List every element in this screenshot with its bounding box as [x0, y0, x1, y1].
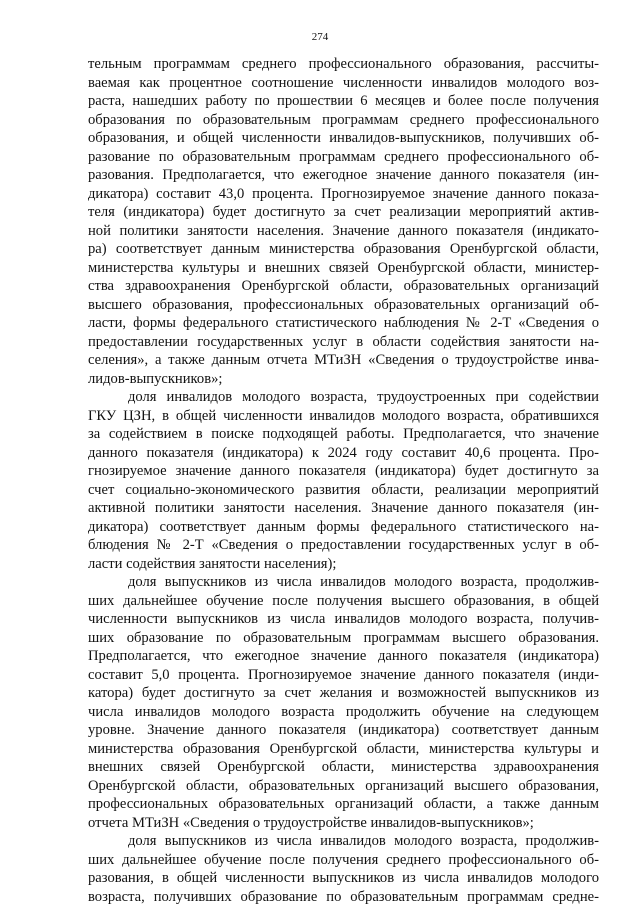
- text-line: разования. Предполагается, что ежегодное значение данного показателя (ин-: [88, 166, 599, 185]
- text-line: разования, в общей численности выпускников из числа инвалидов молодого: [88, 869, 599, 888]
- text-line: за содействием в поиске подходящей работы. Предполагается, что значение: [88, 425, 599, 444]
- text-line: высшего образования, профессиональных образовательных организаций об-: [88, 296, 599, 315]
- text-line: данного показателя (индикатора) к 2024 году составит 40,6 процента. Про-: [88, 444, 599, 463]
- text-line: внешних связей Оренбургской области, министерства здравоохранения: [88, 758, 599, 777]
- text-line: ра) соответствует данным министерства образования Оренбургской области,: [88, 240, 599, 259]
- text-line: численности выпускников из числа инвалидов молодого возраста, получив-: [88, 610, 599, 629]
- text-line: ших образование по образовательным программам высшего образования.: [88, 629, 599, 648]
- text-line: доля инвалидов молодого возраста, трудоустроенных при содействии: [88, 388, 599, 407]
- text-line: ших дальнейшее обучение после получения высшего образования, в общей: [88, 592, 599, 611]
- text-line: блюдения № 2-Т «Сведения о предоставлении государственных услуг в об-: [88, 536, 599, 555]
- text-line: раста, нашедших работу по прошествии 6 месяцев и более после получения: [88, 92, 599, 111]
- text-line: доля выпускников из числа инвалидов молодого возраста, продолжив-: [88, 832, 599, 851]
- text-line: Предполагается, что ежегодное значение данного показателя (индикатора): [88, 647, 599, 666]
- text-line: катора) будет достигнуто за счет желания и возможностей выпускников из: [88, 684, 599, 703]
- text-line: лидов-выпускников»;: [88, 370, 599, 389]
- text-line: составит 5,0 процента. Прогнозируемое значение данного показателя (инди-: [88, 666, 599, 685]
- text-line: селения», а также данным отчета МТиЗН «Сведения о трудоустройстве инва-: [88, 351, 599, 370]
- page-number: 274: [0, 30, 640, 44]
- text-line: теля (индикатора) будет достигнуто за счет реализации мероприятий актив-: [88, 203, 599, 222]
- text-line: ства здравоохранения Оренбургской области, образовательных организаций: [88, 277, 599, 296]
- text-line: профессиональных образовательных организаций области, а также данным: [88, 795, 599, 814]
- text-line: отчета МТиЗН «Сведения о трудоустройстве инвалидов-выпускников»;: [88, 814, 599, 833]
- text-line: ласти содействия занятости населения);: [88, 555, 599, 574]
- text-line: дикатора) соответствует данным формы федерального статистического на-: [88, 518, 599, 537]
- text-line: ших дальнейшее обучение после получения среднего профессионального об-: [88, 851, 599, 870]
- text-line: активной политики занятости населения. Значение данного показателя (ин-: [88, 499, 599, 518]
- text-line: уровне. Значение данного показателя (индикатора) соответствует данным: [88, 721, 599, 740]
- text-line: счет социально-экономического развития области, реализации мероприятий: [88, 481, 599, 500]
- text-line: возраста, получивших образование по образовательным программам средне-: [88, 888, 599, 906]
- text-line: министерства культуры и внешних связей Оренбургской области, министер-: [88, 259, 599, 278]
- text-line: гнозируемое значение данного показателя (индикатора) будет достигнуто за: [88, 462, 599, 481]
- text-line: ной политики занятости населения. Значение данного показателя (индикато-: [88, 222, 599, 241]
- text-line: ваемая как процентное соотношение численности инвалидов молодого воз-: [88, 74, 599, 93]
- text-line: образования, и общей численности инвалидов-выпускников, получивших об-: [88, 129, 599, 148]
- text-line: предоставлении государственных услуг в области содействия занятости на-: [88, 333, 599, 352]
- text-line: образования по образовательным программам среднего профессионального: [88, 111, 599, 130]
- text-line: ГКУ ЦЗН, в общей численности инвалидов молодого возраста, обратившихся: [88, 407, 599, 426]
- text-line: министерства образования Оренбургской области, министерства культуры и: [88, 740, 599, 759]
- document-body: [88, 55, 599, 906]
- text-line: дикатора) составит 43,0 процента. Прогнозируемое значение данного показа-: [88, 185, 599, 204]
- text-line: числа инвалидов молодого возраста продолжить обучение на следующем: [88, 703, 599, 722]
- text-line: Оренбургской области, образовательных организаций высшего образования,: [88, 777, 599, 796]
- text-line: тельным программам среднего профессионального образования, рассчиты-: [88, 55, 599, 74]
- text-line: доля выпускников из числа инвалидов молодого возраста, продолжив-: [88, 573, 599, 592]
- text-line: ласти, формы федерального статистического наблюдения № 2-Т «Сведения о: [88, 314, 599, 333]
- text-line: разование по образовательным программам среднего профессионального об-: [88, 148, 599, 167]
